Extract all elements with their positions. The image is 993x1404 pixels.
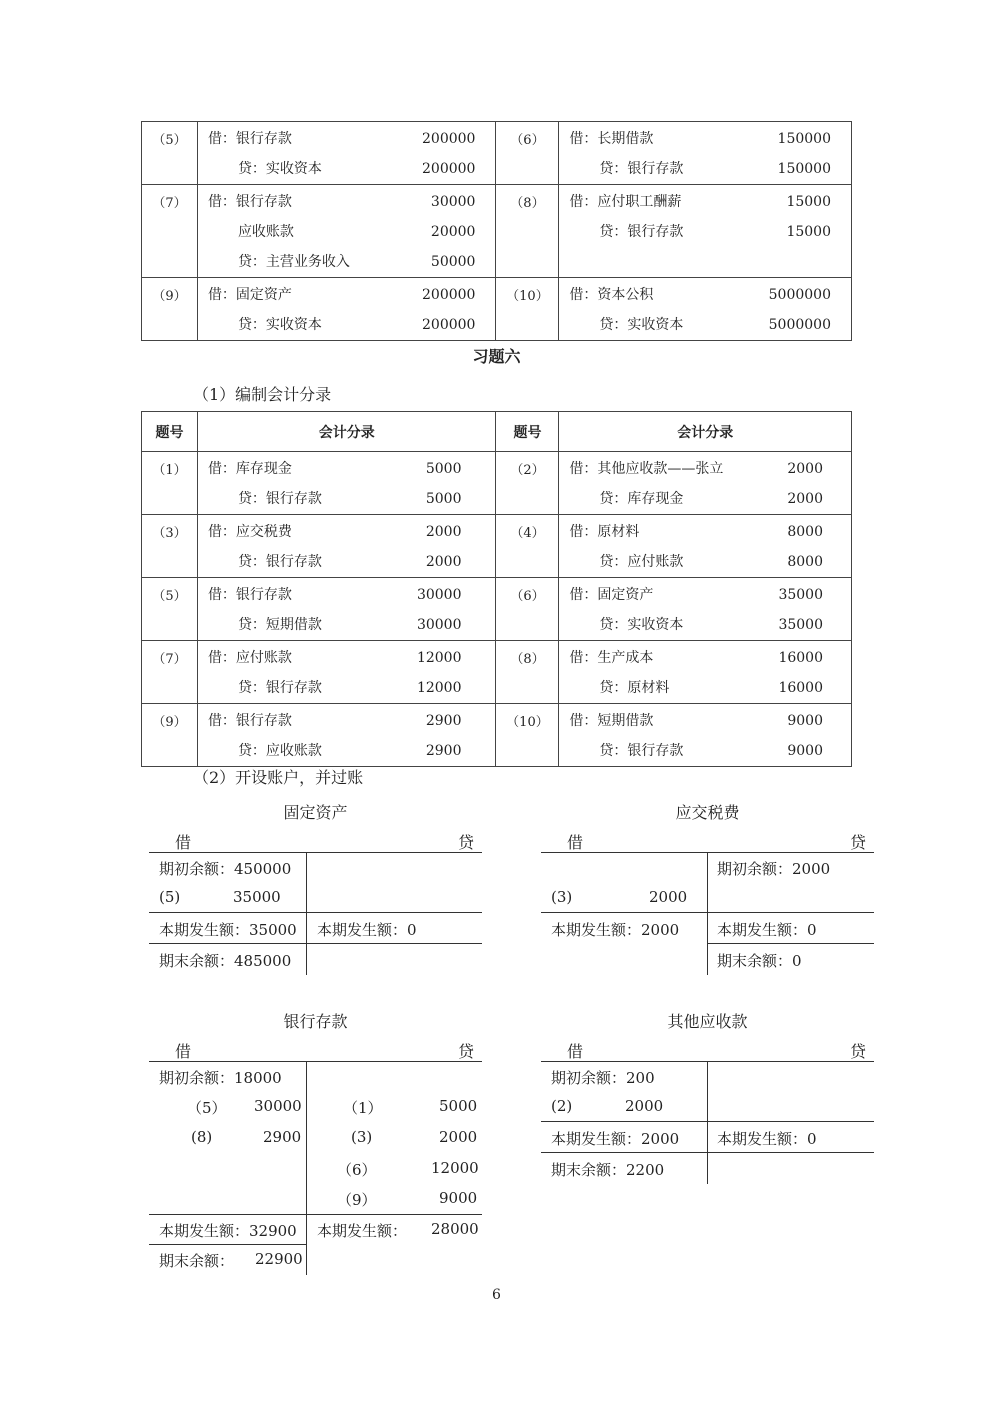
cr-entry-no: （1） (343, 1099, 383, 1117)
journal-entry (559, 641, 852, 704)
amount: 2900 (425, 743, 462, 759)
amount: 15000 (786, 194, 831, 210)
closing-balance: 期末余额：2200 (551, 1161, 665, 1179)
t-top-rule (149, 1061, 482, 1062)
amount: 2900 (425, 713, 462, 729)
entry-line (559, 706, 851, 736)
journal-entry (559, 515, 852, 578)
cr-entry-no: （6） (337, 1161, 377, 1179)
account-name: 借：长期借款 (569, 131, 654, 147)
entry-line (198, 187, 496, 217)
t-account-bank (149, 1009, 482, 1279)
entry-line (198, 484, 496, 514)
entry-number: （1） (142, 452, 198, 515)
journal-entry (197, 704, 496, 767)
amount: 30000 (416, 617, 462, 633)
account-name: 借：固定资产 (569, 587, 654, 603)
table-row (142, 515, 852, 578)
entry-number: （5） (142, 578, 198, 641)
t-center-rule (306, 852, 307, 975)
amount: 9000 (787, 743, 823, 759)
entry-amount: 2000 (649, 888, 688, 906)
header-entry-left: 会计分录 (197, 412, 496, 452)
account-name: 贷：银行存款 (237, 554, 322, 570)
journal-entry (197, 515, 496, 578)
part1-title: （1）编制会计分录 (193, 385, 332, 404)
journal-entry (559, 578, 852, 641)
cr-entry-amount: 9000 (439, 1189, 478, 1207)
entry-number: （8） (496, 185, 559, 278)
entry-number: （5） (142, 122, 198, 185)
section-title: 习题六 (472, 347, 521, 366)
table-row (142, 704, 852, 767)
entry-line (559, 280, 851, 310)
closing-rule (149, 943, 482, 944)
closing-rule (541, 1152, 874, 1153)
entry-no: (2) (551, 1097, 573, 1115)
credit-total: 本期发生额： (317, 1222, 408, 1240)
header-num-right: 题号 (496, 412, 559, 452)
credit-label: 贷 (457, 1042, 474, 1061)
opening-balance: 期初余额：200 (551, 1069, 655, 1087)
entry-line (198, 643, 496, 673)
journal-entry (197, 185, 496, 278)
account-name: 应收账款 (237, 224, 294, 240)
entry-number: （6） (496, 122, 559, 185)
entry-number: （10） (496, 704, 559, 767)
account-name: 借：其他应收款——张立 (569, 461, 724, 477)
account-name: 借：银行存款 (207, 131, 292, 147)
journal-entry (197, 122, 496, 185)
entry-number: （10） (496, 278, 559, 341)
totals-rule (541, 1121, 874, 1122)
account-name: 贷：应收账款 (237, 743, 322, 759)
entry-line (559, 517, 851, 547)
dr-entry-no: （5） (187, 1099, 227, 1117)
account-name: 贷：主营业务收入 (237, 254, 350, 270)
t-account-fixed-assets (149, 800, 482, 980)
t-center-rule (707, 852, 708, 975)
entry-line (198, 124, 496, 154)
account-name: 借：资本公积 (569, 287, 654, 303)
header-entry-right: 会计分录 (559, 412, 852, 452)
entry-no: (5) (159, 888, 181, 906)
entry-line (198, 310, 496, 340)
debit-label: 借 (175, 833, 192, 852)
amount: 5000000 (768, 287, 831, 303)
credit-total: 本期发生额：0 (717, 921, 817, 939)
closing-rule (149, 1244, 306, 1245)
account-name: 贷：银行存款 (599, 161, 684, 177)
credit-total: 本期发生额：0 (717, 1130, 817, 1148)
entry-number: （4） (496, 515, 559, 578)
debit-total: 本期发生额：32900 (159, 1222, 297, 1240)
amount: 5000 (425, 461, 462, 477)
totals-rule (149, 912, 482, 913)
amount: 2000 (425, 524, 462, 540)
closing-balance: 期末余额：0 (717, 952, 802, 970)
amount: 15000 (786, 224, 831, 240)
account-name: 借：生产成本 (569, 650, 654, 666)
account-title: 固定资产 (283, 803, 348, 822)
opening-balance: 期初余额：2000 (717, 860, 831, 878)
amount: 9000 (787, 713, 823, 729)
t-account-taxes (541, 800, 874, 980)
entry-line (559, 610, 851, 640)
entry-line (559, 454, 851, 484)
entry-number: （7） (142, 185, 198, 278)
closing-balance: 期末余额：485000 (159, 952, 292, 970)
journal-entry (197, 278, 496, 341)
debit-total: 本期发生额：35000 (159, 921, 297, 939)
account-name: 贷：实收资本 (599, 617, 684, 633)
entry-line (559, 187, 851, 217)
entry-number: （9） (142, 278, 198, 341)
account-name: 借：应付账款 (207, 650, 292, 666)
part2-title: （2）开设账户，并过账 (193, 768, 364, 787)
t-account-other-receivables (541, 1009, 874, 1189)
account-name: 借：固定资产 (207, 287, 292, 303)
account-name: 借：银行存款 (207, 713, 292, 729)
table-row (142, 122, 852, 185)
account-title: 银行存款 (283, 1012, 348, 1031)
entry-amount: 35000 (233, 888, 281, 906)
entry-number: （3） (142, 515, 198, 578)
debit-label: 借 (567, 1042, 584, 1061)
table-row (142, 452, 852, 515)
entry-line (559, 124, 851, 154)
amount: 30000 (430, 194, 476, 210)
amount: 35000 (778, 587, 823, 603)
entry-line (198, 610, 496, 640)
entry-number: （8） (496, 641, 559, 704)
cr-entry-amount: 2000 (439, 1128, 478, 1146)
amount: 35000 (778, 617, 823, 633)
amount: 2000 (425, 554, 462, 570)
closing-balance: 期末余额： (159, 1252, 235, 1270)
entry-line (559, 547, 851, 577)
journal-entry (559, 704, 852, 767)
entry-number: （9） (142, 704, 198, 767)
amount: 200000 (422, 161, 476, 177)
journal-entry (197, 641, 496, 704)
journal-entry (197, 578, 496, 641)
header-num-left: 题号 (142, 412, 198, 452)
closing-balance-amount: 22900 (255, 1250, 303, 1268)
dr-entry-amount: 30000 (254, 1097, 302, 1115)
entry-number: （2） (496, 452, 559, 515)
t-top-rule (149, 852, 482, 853)
account-name: 借：短期借款 (569, 713, 654, 729)
account-title: 其他应收款 (667, 1012, 748, 1031)
amount: 2000 (787, 461, 823, 477)
entries-table-continued (141, 121, 852, 341)
credit-total-amount: 28000 (431, 1220, 479, 1238)
account-name: 借：银行存款 (207, 587, 292, 603)
table-row (142, 278, 852, 341)
amount: 12000 (416, 650, 462, 666)
entry-line (198, 247, 496, 277)
amount: 150000 (777, 161, 831, 177)
credit-label: 贷 (849, 833, 866, 852)
cr-entry-amount: 5000 (439, 1097, 478, 1115)
entry-line (559, 736, 851, 766)
entry-line (559, 643, 851, 673)
opening-balance: 期初余额：18000 (159, 1069, 282, 1087)
entry-no: (3) (551, 888, 573, 906)
closing-rule (707, 943, 874, 944)
entry-line (198, 580, 496, 610)
journal-entry (559, 185, 852, 278)
amount: 200000 (422, 287, 476, 303)
entry-line (559, 310, 851, 340)
amount: 200000 (422, 317, 476, 333)
amount: 150000 (777, 131, 831, 147)
opening-balance: 期初余额：450000 (159, 860, 292, 878)
journal-entry (559, 452, 852, 515)
credit-total: 本期发生额：0 (317, 921, 417, 939)
account-name: 贷：银行存款 (599, 743, 684, 759)
amount: 8000 (787, 554, 823, 570)
entry-line (198, 673, 496, 703)
entry-line (559, 580, 851, 610)
table-row (142, 185, 852, 278)
t-center-rule (707, 1061, 708, 1184)
journal-entry (559, 122, 852, 185)
amount: 30000 (416, 587, 462, 603)
cr-entry-no: (3) (351, 1128, 373, 1146)
entry-line (198, 217, 496, 247)
account-name: 贷：银行存款 (599, 224, 684, 240)
amount: 8000 (787, 524, 823, 540)
table-row (142, 578, 852, 641)
account-title: 应交税费 (675, 803, 740, 822)
entry-line (198, 706, 496, 736)
amount: 5000000 (768, 317, 831, 333)
table-row (142, 641, 852, 704)
cr-entry-amount: 12000 (431, 1159, 479, 1177)
entry-line (559, 217, 851, 247)
amount: 20000 (430, 224, 476, 240)
totals-rule (541, 912, 874, 913)
amount: 16000 (778, 680, 823, 696)
entry-line (559, 673, 851, 703)
t-center-rule (306, 1061, 307, 1275)
journal-entry (197, 452, 496, 515)
entry-line (198, 736, 496, 766)
amount: 16000 (778, 650, 823, 666)
amount: 2000 (787, 491, 823, 507)
account-name: 贷：银行存款 (237, 491, 322, 507)
account-name: 借：库存现金 (207, 461, 292, 477)
totals-rule (149, 1214, 482, 1215)
entry-line (198, 547, 496, 577)
account-name: 贷：实收资本 (599, 317, 684, 333)
account-name: 借：原材料 (569, 524, 640, 540)
debit-total: 本期发生额：2000 (551, 921, 680, 939)
journal-table (141, 411, 852, 767)
amount: 12000 (416, 680, 462, 696)
debit-label: 借 (175, 1042, 192, 1061)
entry-line (559, 154, 851, 184)
amount: 50000 (430, 254, 476, 270)
account-name: 借：银行存款 (207, 194, 292, 210)
account-name: 贷：应付账款 (599, 554, 684, 570)
account-name: 借：应交税费 (207, 524, 292, 540)
amount: 5000 (425, 491, 462, 507)
account-name: 贷：库存现金 (599, 491, 684, 507)
dr-entry-no: (8) (191, 1128, 213, 1146)
account-name: 贷：短期借款 (237, 617, 322, 633)
amount: 200000 (422, 131, 476, 147)
account-name: 借：应付职工酬薪 (569, 194, 682, 210)
cr-entry-no: （9） (337, 1191, 377, 1209)
dr-entry-amount: 2900 (263, 1128, 302, 1146)
account-name: 贷：银行存款 (237, 680, 322, 696)
page-number: 6 (492, 1287, 501, 1303)
debit-label: 借 (567, 833, 584, 852)
entry-amount: 2000 (625, 1097, 664, 1115)
entry-number: （6） (496, 578, 559, 641)
entry-line (198, 280, 496, 310)
entry-line (198, 454, 496, 484)
entry-line (559, 484, 851, 514)
entry-line (198, 517, 496, 547)
account-name: 贷：实收资本 (237, 317, 322, 333)
entry-number: （7） (142, 641, 198, 704)
account-name: 贷：实收资本 (237, 161, 322, 177)
debit-total: 本期发生额：2000 (551, 1130, 680, 1148)
credit-label: 贷 (849, 1042, 866, 1061)
journal-entry (559, 278, 852, 341)
credit-label: 贷 (457, 833, 474, 852)
account-name: 贷：原材料 (599, 680, 670, 696)
entry-line (198, 154, 496, 184)
